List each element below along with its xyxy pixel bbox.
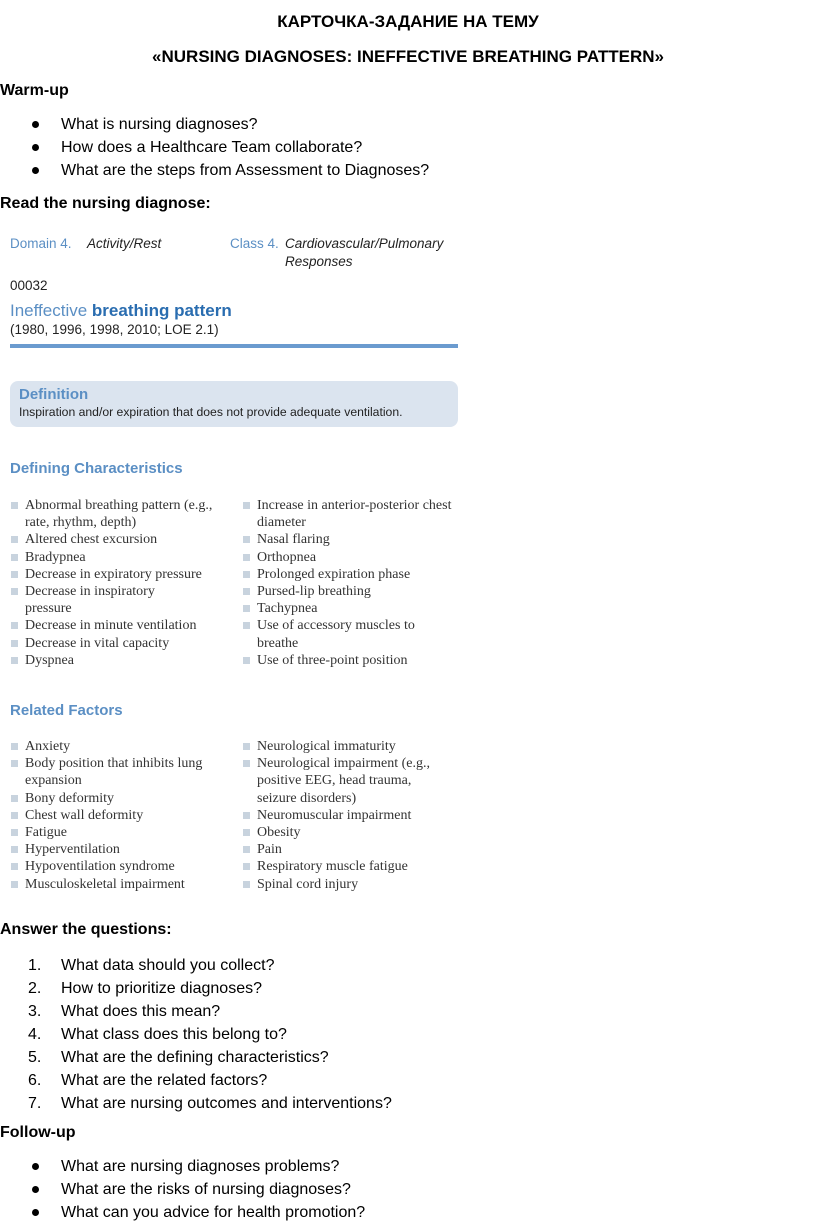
warmup-list xyxy=(32,113,429,182)
list-item: Use of accessory muscles to breathe xyxy=(242,617,442,651)
card-title: КАРТОЧКА-ЗАДАНИЕ НА ТЕМУ xyxy=(277,12,539,31)
list-item: 4. What class does this belong to? xyxy=(28,1026,287,1043)
list-item: 3. What does this mean? xyxy=(28,1003,221,1020)
list-item: Bradypnea xyxy=(10,549,235,566)
warmup-heading: Warm-up xyxy=(0,82,69,99)
list-item: Altered chest excursion xyxy=(10,531,235,548)
list-item: Prolonged expiration phase xyxy=(242,566,467,583)
answer-heading: Answer the questions: xyxy=(0,921,172,938)
class-label: Class 4. xyxy=(230,236,279,251)
answer-list xyxy=(28,954,392,1115)
related-right-column xyxy=(242,738,467,893)
list-item: Neurological immaturity xyxy=(242,738,467,755)
diagnosis-title-part2: breathing pattern xyxy=(91,301,232,320)
defining-left-column xyxy=(10,497,235,669)
definition-heading: Definition xyxy=(19,386,89,403)
followup-list xyxy=(32,1155,365,1224)
definition-box xyxy=(10,381,458,427)
list-item: Decrease in minute ventilation xyxy=(10,617,235,634)
list-item: Hyperventilation xyxy=(10,841,235,858)
related-heading: Related Factors xyxy=(10,702,123,719)
list-item: Bony deformity xyxy=(10,790,235,807)
list-item: Pain xyxy=(242,841,467,858)
followup-heading: Follow-up xyxy=(0,1124,76,1141)
list-item: 7. What are nursing outcomes and interventions? xyxy=(28,1095,392,1112)
list-item: Fatigue xyxy=(10,824,235,841)
diagnosis-years: (1980, 1996, 1998, 2010; LOE 2.1) xyxy=(10,322,219,337)
list-item: What are the steps from Assessment to Diagnoses? xyxy=(32,159,429,182)
list-item: Musculoskeletal impairment xyxy=(10,876,235,893)
nanda-diagnosis-image xyxy=(0,228,470,908)
list-item: Decrease in expiratory pressure xyxy=(10,566,235,583)
list-item: Increase in anterior-posterior chest diameter xyxy=(242,497,457,531)
list-item: Orthopnea xyxy=(242,549,467,566)
list-item: 5. What are the defining characteristics? xyxy=(28,1049,329,1066)
list-item: Abnormal breathing pattern (e.g., rate, rhythm, depth) xyxy=(10,497,235,531)
list-item: How does a Healthcare Team collaborate? xyxy=(32,136,429,159)
list-item: Decrease in vital capacity xyxy=(10,635,235,652)
diagnosis-title-part1: Ineffective xyxy=(10,301,88,320)
class-value: Cardiovascular/Pulmonary xyxy=(285,236,444,251)
list-item: Decrease in inspiratory pressure xyxy=(10,583,175,617)
defining-heading: Defining Characteristics xyxy=(10,460,183,477)
list-item: Anxiety xyxy=(10,738,235,755)
read-heading: Read the nursing diagnose: xyxy=(0,195,211,212)
list-item: Hypoventilation syndrome xyxy=(10,858,235,875)
list-item: Dyspnea xyxy=(10,652,235,669)
question-text: What data should you collect? xyxy=(61,957,275,974)
list-item: Obesity xyxy=(242,824,467,841)
question-text: What class does this belong to? xyxy=(61,1026,287,1043)
list-item: 6. What are the related factors? xyxy=(28,1072,268,1089)
list-item: Neurological impairment (e.g., positive EEG, head trauma, seizure disorders) xyxy=(242,755,432,807)
list-item: What is nursing diagnoses? xyxy=(32,113,429,136)
list-item: What can you advice for health promotion? xyxy=(32,1201,365,1224)
list-item: Nasal flaring xyxy=(242,531,467,548)
class-value-2: Responses xyxy=(285,254,353,269)
list-item: 1. What data should you collect? xyxy=(28,957,275,974)
related-left-column xyxy=(10,738,235,893)
definition-text: Inspiration and/or expiration that does not provide adequate ventilation. xyxy=(19,405,403,419)
domain-label: Domain 4. xyxy=(10,236,72,251)
list-item: Chest wall deformity xyxy=(10,807,235,824)
list-item: Spinal cord injury xyxy=(242,876,467,893)
title-rule xyxy=(10,344,458,348)
question-text: What are the related factors? xyxy=(61,1072,268,1089)
diagnosis-code: 00032 xyxy=(10,278,48,293)
list-item: 2. How to prioritize diagnoses? xyxy=(28,980,262,997)
topic-title: «NURSING DIAGNOSES: INEFFECTIVE BREATHING PATTERN» xyxy=(152,47,664,66)
question-text: What are the defining characteristics? xyxy=(61,1049,329,1066)
defining-right-column xyxy=(242,497,467,669)
list-item: Respiratory muscle fatigue xyxy=(242,858,467,875)
list-item: What are nursing diagnoses problems? xyxy=(32,1155,365,1178)
domain-value: Activity/Rest xyxy=(87,236,162,251)
list-item: Tachypnea xyxy=(242,600,467,617)
question-text: How to prioritize diagnoses? xyxy=(61,980,262,997)
diagnosis-title xyxy=(10,301,232,321)
list-item: What are the risks of nursing diagnoses? xyxy=(32,1178,365,1201)
list-item: Use of three-point position xyxy=(242,652,467,669)
list-item: Neuromuscular impairment xyxy=(242,807,467,824)
question-text: What does this mean? xyxy=(61,1003,221,1020)
list-item: Pursed-lip breathing xyxy=(242,583,467,600)
question-text: What are nursing outcomes and interventions? xyxy=(61,1095,392,1112)
list-item: Body position that inhibits lung expansion xyxy=(10,755,210,789)
